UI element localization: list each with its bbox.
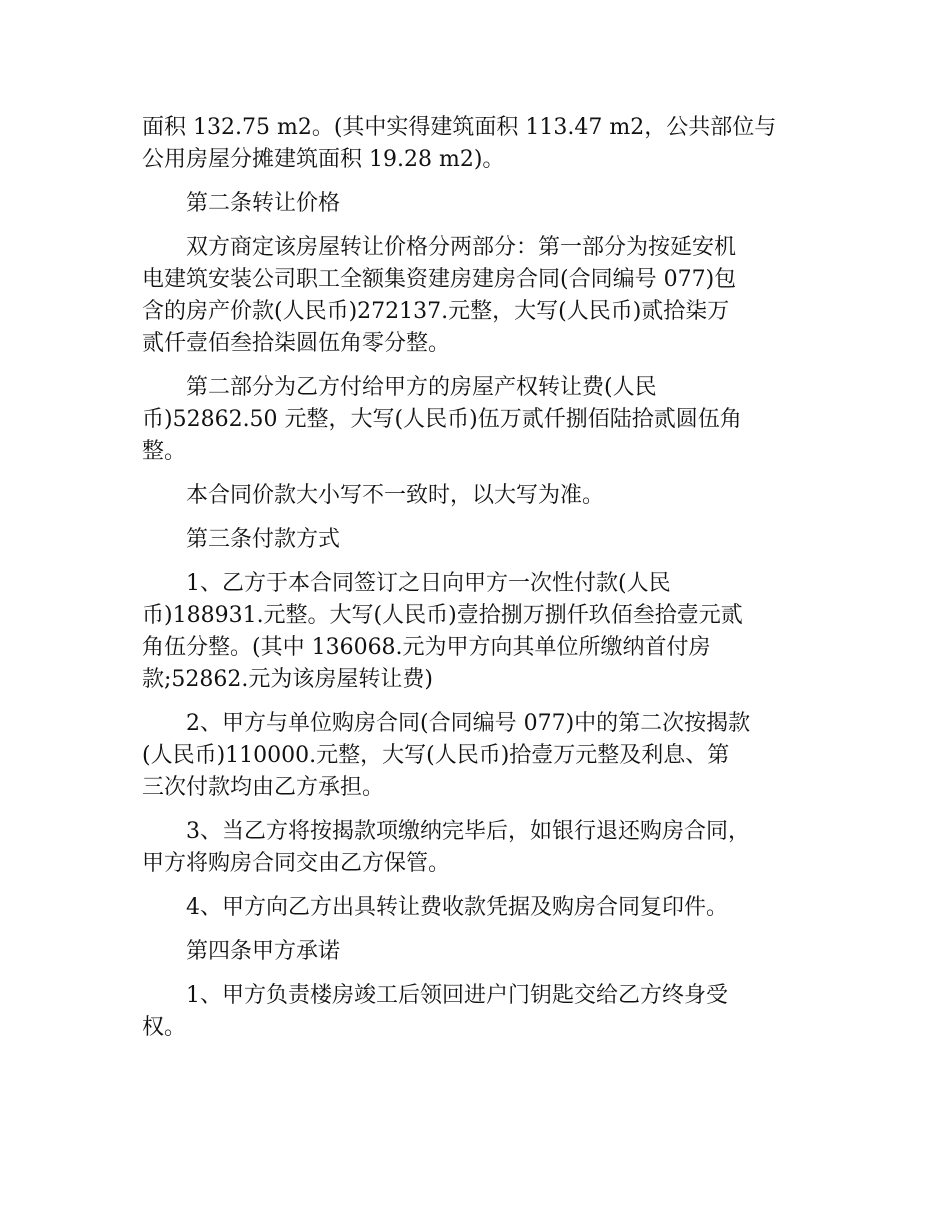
paragraph-payment-item-2: 2、甲方与单位购房合同(合同编号 077)中的第二次按揭款 (人民币)110000.元整，大写(人民币)拾壹万元整及利息、第 三次付款均由乙方承担。 [142,711,751,800]
paragraph-commitment-item-1: 1、甲方负责楼房竣工后领回进户门钥匙交给乙方终身受 权。 [142,983,728,1040]
document-body [142,112,817,1056]
heading-article-2-transfer-price: 第二条转让价格 [142,191,341,216]
paragraph-payment-item-3: 3、当乙方将按揭款项缴纳完毕后，如银行退还购房合同， 甲方将购房合同交由乙方保管。 [142,819,750,876]
heading-article-4-party-a-commitments: 第四条甲方承诺 [142,939,341,964]
paragraph-price-part-2: 第二部分为乙方付给甲方的房屋产权转让费(人民 币)52862.50 元整，大写(人民币)伍万贰仟捌佰陆拾贰圆伍角 整。 [142,375,742,464]
paragraph-price-part-1: 双方商定该房屋转让价格分两部分：第一部分为按延安机 电建筑安装公司职工全额集资建房建房合同(合同编号 077)包 含的房产价款(人民币)272137.元整，大写(人民币)贰拾柒万 贰仟壹佰叁拾柒圆伍角零分整。 [142,235,737,356]
paragraph-amount-discrepancy-rule: 本合同价款大小写不一致时，以大写为准。 [142,483,605,508]
paragraph-area-details: 面积 132.75 m2。(其中实得建筑面积 113.47 m2，公共部位与 公用房屋分摊建筑面积 19.28 m2)。 [142,115,777,172]
paragraph-payment-item-4: 4、甲方向乙方出具转让费收款凭据及购房合同复印件。 [142,895,728,920]
heading-article-3-payment-method: 第三条付款方式 [142,527,341,552]
paragraph-payment-item-1: 1、乙方于本合同签订之日向甲方一次性付款(人民 币)188931.元整。大写(人民币)壹拾捌万捌仟玖佰叁拾壹元贰 角伍分整。(其中 136068.元为甲方向其单位所缴纳首付房 款;52862.元为该房屋转让费) [142,571,743,692]
